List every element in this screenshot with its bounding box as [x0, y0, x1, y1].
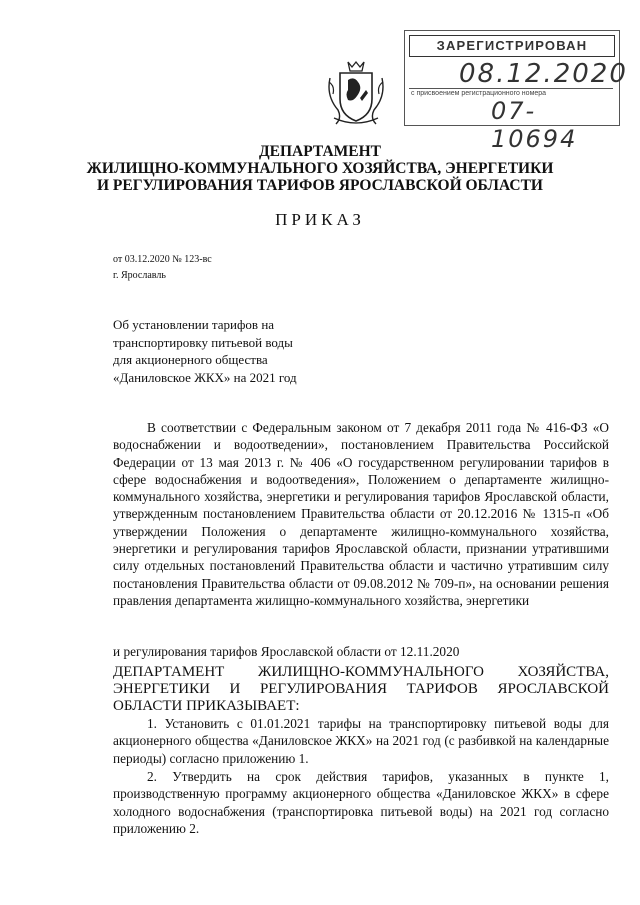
registration-stamp — [404, 30, 628, 153]
subject-line: Об установлении тарифов на — [113, 317, 275, 332]
subject-line: транспортировку питьевой воды — [113, 334, 293, 350]
subject-line: «Даниловское ЖКХ» на 2021 год — [113, 369, 297, 385]
stamp-header: ЗАРЕГИСТРИРОВАН — [409, 35, 615, 57]
department-header — [60, 143, 580, 194]
stamp-number: 07-10694 — [491, 97, 578, 153]
order-item-1: 1. Установить с 01.01.2021 тарифы на транспортировку питьевой воды для акционерного общества «Даниловское ЖКХ» на 2021 год (с разбивкой на календарные периоды) согласно приложению 1. — [113, 716, 609, 766]
coat-of-arms-icon — [326, 58, 386, 128]
decree-statement: ДЕПАРТАМЕНТ ЖИЛИЩНО-КОММУНАЛЬНОГО ХОЗЯЙСТВА, ЭНЕРГЕТИКИ И РЕГУЛИРОВАНИЯ ТАРИФОВ ЯРОСЛАВСКОЙ ОБЛАСТИ ПРИКАЗЫВАЕТ: — [113, 664, 609, 714]
department-line-3: И РЕГУЛИРОВАНИЯ ТАРИФОВ ЯРОСЛАВСКОЙ ОБЛАСТИ — [97, 177, 543, 194]
stamp-date: 08.12.2020 — [459, 59, 628, 89]
stamp-caption: с присвоением регистрационного номера — [411, 90, 547, 97]
preamble-last-line: и регулирования тарифов Ярославской области от 12.11.2020 — [113, 644, 460, 659]
department-line-2: ЖИЛИЩНО-КОММУНАЛЬНОГО ХОЗЯЙСТВА, ЭНЕРГЕТИКИ — [86, 160, 554, 177]
department-line-1: ДЕПАРТАМЕНТ — [258, 143, 382, 160]
preamble — [113, 419, 609, 609]
order-subject — [113, 316, 373, 386]
order-title: ПРИКАЗ — [275, 210, 365, 229]
stamp-divider — [409, 88, 613, 89]
order-city: г. Ярославль — [113, 270, 166, 281]
preamble-text: В соответствии с Федеральным законом от 7 декабря 2011 года № 416-ФЗ «О водоснабжении и водоотведении», постановлением Правительства Российской Федерации от 13 мая 2013 г. № 406 «О государственном регулировании тарифов в сфере водоснабжения и водоотведения», Положением о департаменте жилищно-коммунального хозяйства, энергетики и регулирования тарифов Ярославской области, утвержденным постановлением Правительства области от 20.12.2016 № 1315-п «Об утверждении Положения о департаменте жилищно-коммунального хозяйства, энергетики и регулирования тарифов Ярославской области, признании утратившими силу отдельных постановлений Правительства области и частично утратившим силу постановления Правительства области от 09.08.2012 № 709-п», на основании решения правления департамента жилищно-коммунального хозяйства, энергетики — [113, 420, 609, 608]
order-item-2: 2. Утвердить на срок действия тарифов, указанных в пункте 1, производственную программу акционерного общества «Даниловское ЖКХ» в сфере холодного водоснабжения (транспортировка питьевой воды) на 2021 год согласно приложению 2. — [113, 769, 609, 836]
order-date-number: от 03.12.2020 № 123-вс — [113, 254, 212, 265]
subject-line: для акционерного общества — [113, 352, 268, 367]
